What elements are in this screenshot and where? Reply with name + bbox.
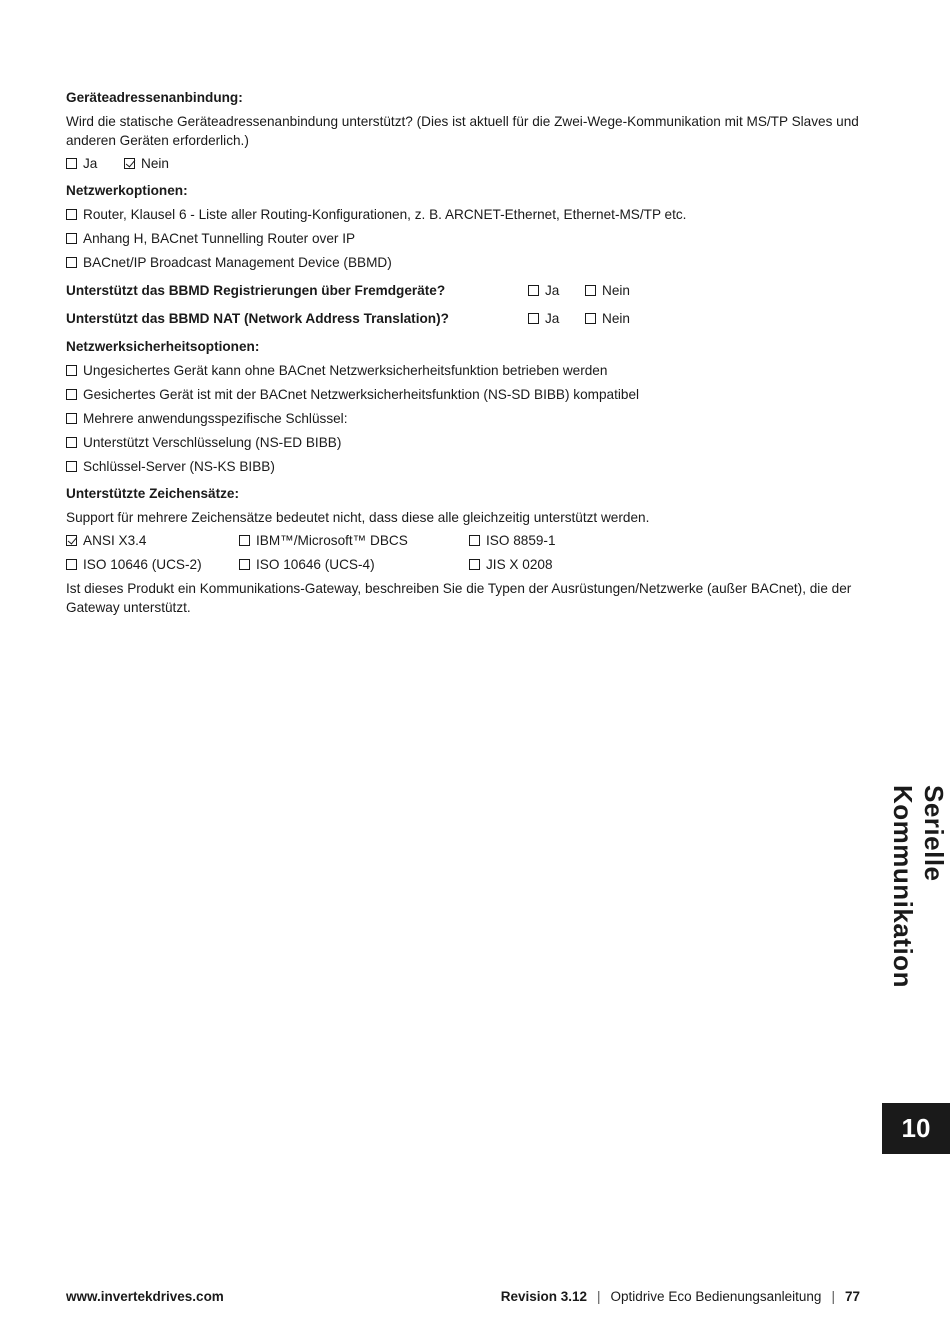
footer-manual-title: Optidrive Eco Bedienungsanleitung (610, 1289, 822, 1304)
section-heading: Geräteadressenanbindung: (66, 90, 243, 105)
checkbox-checked-icon[interactable] (124, 158, 135, 169)
option-no[interactable] (585, 281, 642, 300)
list-item[interactable] (66, 433, 866, 452)
option-yes[interactable] (66, 154, 124, 173)
footer-divider: | (831, 1289, 835, 1304)
checkbox-unchecked-icon[interactable] (66, 233, 77, 244)
checkbox-unchecked-icon[interactable] (66, 437, 77, 448)
option-label: Ja (545, 311, 560, 326)
charset-row (66, 531, 866, 550)
option-label: ISO 8859-1 (486, 533, 556, 548)
list-item-label: Router, Klausel 6 - Liste aller Routing-Konfigurationen, z. B. ARCNET-Ethernet, Ethernet-MS/TP etc. (83, 207, 687, 222)
question-text: Unterstützt das BBMD NAT (Network Address Translation)? (66, 311, 449, 326)
section-text: Support für mehrere Zeichensätze bedeutet nicht, dass diese alle gleichzeitig unterstützt werden. (66, 510, 650, 525)
checkbox-unchecked-icon[interactable] (66, 559, 77, 570)
checkbox-unchecked-icon[interactable] (469, 535, 480, 546)
checkbox-unchecked-icon[interactable] (585, 285, 596, 296)
checkbox-unchecked-icon[interactable] (66, 413, 77, 424)
question-text: Unterstützt das BBMD Registrierungen über Fremdgeräte? (66, 283, 446, 298)
section-charsets (66, 484, 866, 617)
section-heading: Unterstützte Zeichensätze: (66, 486, 239, 501)
section-text: Wird die statische Geräteadressenanbindung unterstützt? (Dies ist aktuell für die Zwei-Wege-Kommunikation mit MS/TP Slaves und anderen Geräten erforderlich.) (66, 114, 859, 148)
section-security-options (66, 337, 866, 476)
chapter-side-title: Serielle Kommunikation (888, 785, 949, 988)
checkbox-unchecked-icon[interactable] (66, 389, 77, 400)
section-address-binding (66, 88, 866, 173)
option-yes[interactable] (528, 309, 585, 328)
charset-option[interactable] (469, 555, 642, 574)
option-label: ANSI X3.4 (83, 533, 147, 548)
checkbox-unchecked-icon[interactable] (66, 461, 77, 472)
list-item-label: BACnet/IP Broadcast Management Device (BBMD) (83, 255, 392, 270)
bbmd-question-row (66, 281, 866, 300)
option-no[interactable] (124, 154, 169, 173)
charset-option[interactable] (239, 555, 469, 574)
charset-option[interactable] (66, 555, 239, 574)
list-item-label: Schlüssel-Server (NS-KS BIBB) (83, 459, 275, 474)
bbmd-question-row (66, 309, 866, 328)
section-heading: Netzwerkoptionen: (66, 183, 188, 198)
option-label: Nein (602, 311, 630, 326)
option-label: JIS X 0208 (486, 557, 553, 572)
checkbox-unchecked-icon[interactable] (239, 535, 250, 546)
charset-row (66, 555, 866, 574)
checkbox-unchecked-icon[interactable] (66, 365, 77, 376)
list-item[interactable] (66, 229, 866, 248)
list-item[interactable] (66, 385, 866, 404)
checkbox-unchecked-icon[interactable] (528, 285, 539, 296)
section-network-options (66, 181, 866, 328)
checkbox-unchecked-icon[interactable] (585, 313, 596, 324)
list-item[interactable] (66, 253, 866, 272)
option-label: IBM™/Microsoft™ DBCS (256, 533, 408, 548)
list-item-label: Unterstützt Verschlüsselung (NS-ED BIBB) (83, 435, 342, 450)
checkbox-checked-icon[interactable] (66, 535, 77, 546)
checkbox-unchecked-icon[interactable] (469, 559, 480, 570)
section-heading: Netzwerksicherheitsoptionen: (66, 339, 260, 354)
document-body (66, 88, 866, 625)
charset-option[interactable] (239, 531, 469, 550)
gateway-text: Ist dieses Produkt ein Kommunikations-Gateway, beschreiben Sie die Typen der Ausrüstungen/Netzwerke (außer BACnet), die der Gateway unterstützt. (66, 581, 852, 615)
option-yes[interactable] (528, 281, 585, 300)
checkbox-unchecked-icon[interactable] (66, 257, 77, 268)
footer-revision: Revision 3.12 (500, 1289, 588, 1304)
footer-divider: | (597, 1289, 601, 1304)
yes-no-row (66, 154, 866, 173)
list-item[interactable] (66, 457, 866, 476)
footer-info (501, 1289, 860, 1304)
option-label: ISO 10646 (UCS-4) (256, 557, 375, 572)
checkbox-unchecked-icon[interactable] (66, 158, 77, 169)
list-item[interactable] (66, 361, 866, 380)
checkbox-unchecked-icon[interactable] (528, 313, 539, 324)
option-label: Nein (141, 156, 169, 171)
option-label: Ja (545, 283, 560, 298)
list-item[interactable] (66, 205, 866, 224)
option-label: ISO 10646 (UCS-2) (83, 557, 202, 572)
list-item-label: Ungesichertes Gerät kann ohne BACnet Netzwerksicherheitsfunktion betrieben werden (83, 363, 608, 378)
list-item-label: Gesichertes Gerät ist mit der BACnet Netzwerksicherheitsfunktion (NS-SD BIBB) kompatibel (83, 387, 640, 402)
checkbox-unchecked-icon[interactable] (66, 209, 77, 220)
footer-page-number: 77 (844, 1289, 860, 1304)
list-item[interactable] (66, 409, 866, 428)
charset-option[interactable] (469, 531, 642, 550)
option-label: Ja (83, 156, 98, 171)
checkbox-unchecked-icon[interactable] (239, 559, 250, 570)
charset-option[interactable] (66, 531, 239, 550)
footer-website[interactable]: www.invertekdrives.com (66, 1289, 224, 1304)
list-item-label: Anhang H, BACnet Tunnelling Router over IP (83, 231, 356, 246)
chapter-number-badge: 10 (882, 1103, 950, 1154)
option-no[interactable] (585, 309, 642, 328)
list-item-label: Mehrere anwendungsspezifische Schlüssel: (83, 411, 348, 426)
option-label: Nein (602, 283, 630, 298)
